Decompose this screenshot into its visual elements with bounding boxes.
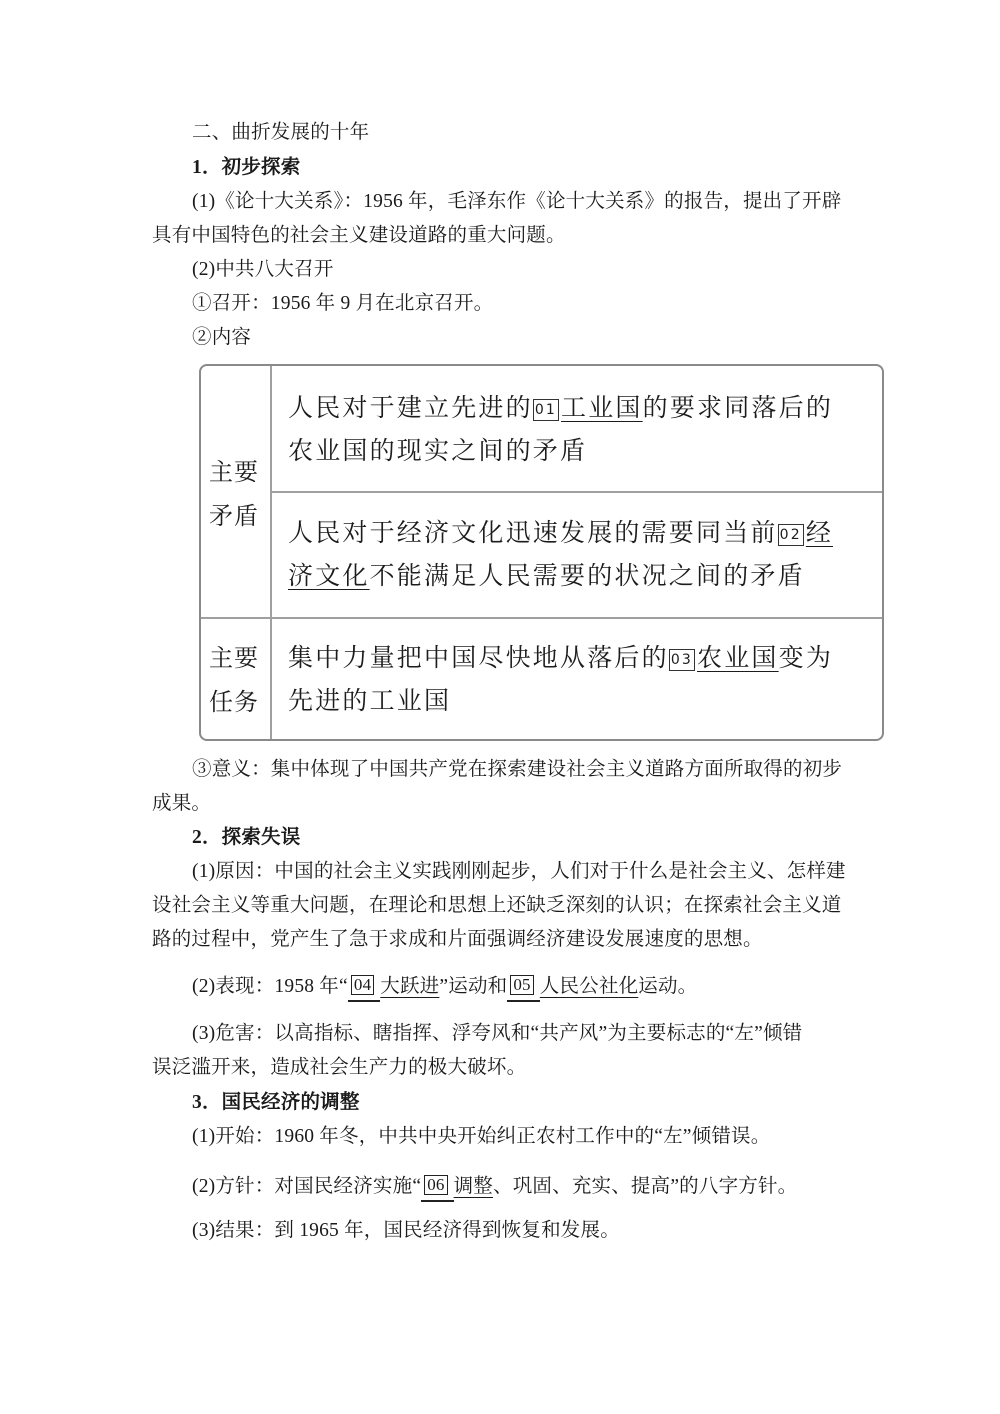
item-text: 、巩固、充实、提高”的八字方针。 xyxy=(493,1176,798,1197)
cell-line xyxy=(288,386,833,429)
part1-item2: (2)中共八大召开 xyxy=(192,259,334,280)
part3-title: 3．国民经济的调整 xyxy=(192,1092,360,1113)
item-text: ”运动和 xyxy=(439,976,508,997)
part1-sub3-line1: ③意义：集中体现了中国共产党在探索建设社会主义道路方面所取得的初步 xyxy=(192,759,843,780)
cell-line xyxy=(288,636,833,679)
part2-item1-line3: 路的过程中，党产生了急于求成和片面强调经济建设发展速度的思想。 xyxy=(152,929,763,950)
part3-item3: (3)结果：到 1965 年，国民经济得到恢复和发展。 xyxy=(192,1220,620,1241)
item-text: 运动。 xyxy=(638,976,698,997)
blank-number-box: 04 xyxy=(351,975,374,995)
label-line: 主要 xyxy=(209,458,259,486)
table-row-divider-inner xyxy=(270,491,882,493)
label-line: 主要 xyxy=(209,644,259,672)
cell-line xyxy=(288,554,833,597)
answer-text: 大跃进 xyxy=(380,976,440,997)
part1-sub2: ②内容 xyxy=(192,327,252,348)
part1-item1-line1: (1)《论十大关系》：1956 年，毛泽东作《论十大关系》的报告，提出了开辟 xyxy=(192,191,842,212)
cell-line: 先进的工业国 xyxy=(288,686,452,715)
part2-item3-line1: (3)危害：以高指标、瞎指挥、浮夸风和“共产风”为主要标志的“左”倾错 xyxy=(192,1023,803,1044)
part2-item1-line1: (1)原因：中国的社会主义实践刚刚起步，人们对于什么是社会主义、怎样建 xyxy=(192,861,846,882)
cell-text: 人民对于经济文化迅速发展的需要同当前 xyxy=(288,518,778,547)
part1-title: 1．初步探索 xyxy=(192,157,301,178)
answer-text: 调整 xyxy=(453,1176,494,1197)
part1-item1-line2: 具有中国特色的社会主义建设道路的重大问题。 xyxy=(152,225,566,246)
table-row-divider xyxy=(201,617,882,619)
part1-sub3-line2: 成果。 xyxy=(152,793,212,814)
table-cell-task xyxy=(288,636,833,722)
cell-text: 人民对于建立先进的 xyxy=(288,393,533,422)
cell-text: 集中力量把中国尽快地从落后的 xyxy=(288,643,669,672)
part2-item3-line2: 误泛滥开来，造成社会生产力的极大破坏。 xyxy=(152,1057,527,1078)
row-label-contradiction xyxy=(209,450,259,538)
blank-number-box: 01 xyxy=(533,399,559,421)
blank-number-box: 06 xyxy=(424,1175,447,1195)
label-line: 矛盾 xyxy=(209,502,259,530)
cell-text: 不能满足人民需要的状况之间的矛盾 xyxy=(369,561,805,590)
blank-04 xyxy=(348,974,380,1002)
table-column-divider xyxy=(270,366,272,739)
answer-text: 经 xyxy=(805,518,834,547)
part2-item2 xyxy=(192,974,697,1002)
part2-item1-line2: 设社会主义等重大问题，在理论和思想上还缺乏深刻的认识；在探索社会主义道 xyxy=(152,895,842,916)
label-line: 任务 xyxy=(209,688,259,716)
blank-number-box: 03 xyxy=(669,649,695,671)
content-table xyxy=(199,364,884,741)
answer-text: 农业国 xyxy=(697,643,779,672)
cell-text: 变为 xyxy=(778,643,834,672)
blank-number-box: 05 xyxy=(510,975,533,995)
blank-number-box: 02 xyxy=(778,524,804,546)
table-cell-contradiction-1 xyxy=(288,386,833,472)
cell-line xyxy=(288,511,833,554)
part2-title: 2．探索失误 xyxy=(192,827,301,848)
table-cell-contradiction-2 xyxy=(288,511,833,597)
part3-item1: (1)开始：1960 年冬，中共中央开始纠正农村工作中的“左”倾错误。 xyxy=(192,1126,771,1147)
blank-05 xyxy=(507,974,539,1002)
row-label-task xyxy=(209,636,259,724)
blank-06 xyxy=(421,1174,453,1202)
answer-text: 人民公社化 xyxy=(539,976,639,997)
answer-text: 工业国 xyxy=(561,393,643,422)
part3-item2 xyxy=(192,1174,797,1202)
item-text: (2)方针：对国民经济实施“ xyxy=(192,1176,422,1197)
cell-line: 农业国的现实之间的矛盾 xyxy=(288,436,588,465)
part1-sub1: ①召开：1956 年 9 月在北京召开。 xyxy=(192,293,494,314)
section-heading: 二、曲折发展的十年 xyxy=(192,122,370,143)
item-text: (2)表现：1958 年“ xyxy=(192,976,348,997)
cell-text: 的要求同落后的 xyxy=(642,393,834,422)
answer-text: 济文化 xyxy=(288,561,370,590)
